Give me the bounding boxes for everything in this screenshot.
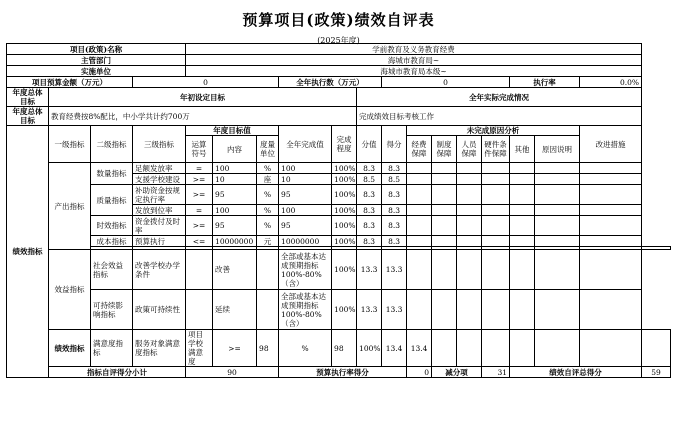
evaluation-table — [6, 43, 671, 378]
indicator-op: >= — [186, 185, 213, 205]
table-row — [7, 330, 671, 367]
indicator-content: 10000000 — [213, 236, 257, 247]
dept-value: 海城市教育局~ — [186, 55, 642, 66]
social-indicator-label: 社会效益指标 — [91, 250, 133, 290]
indicator-content: 10 — [213, 174, 257, 185]
satisfaction-indicator-label: 满意度指标 — [91, 330, 133, 367]
indicator-score: 8.3 — [357, 216, 382, 236]
header-completed: 全年完成值 — [279, 126, 332, 163]
indicator-done: 全部或基本达成预期指标100%-80%（含） — [279, 290, 332, 330]
indicator-name: 支援学校建设 — [133, 174, 186, 185]
header-operator: 运算符号 — [186, 136, 213, 163]
sustain-indicator-label: 可持续影响指标 — [91, 290, 133, 330]
total-label: 绩效自评总得分 — [510, 367, 642, 378]
page-subtitle: (2025年度) — [317, 36, 360, 45]
indicator-done: 10 — [279, 174, 332, 185]
dept-label: 主管部门 — [7, 55, 186, 66]
indicator-unit: % — [257, 205, 279, 216]
indicator-content: 95 — [213, 185, 257, 205]
rate-value: 0.0% — [580, 77, 642, 88]
goal-actual-value: 完成绩效目标考核工作 — [357, 107, 642, 126]
total-value: 59 — [642, 367, 671, 378]
indicator-score: 8.3 — [357, 236, 382, 247]
header-content: 内容 — [213, 136, 257, 163]
goal-actual-label: 全年实际完成情况 — [357, 88, 642, 107]
header-reason-funding: 经费保障 — [407, 136, 432, 163]
indicator-got: 8.3 — [382, 205, 407, 216]
indicator-done: 98 — [332, 330, 357, 367]
cost-indicator-label: 成本指标 — [91, 236, 133, 247]
output-indicator-label: 产出指标 — [49, 163, 91, 250]
indicator-got: 13.3 — [382, 250, 407, 290]
project-name-value: 学前教育及义务教育经费 — [186, 44, 642, 55]
indicator-done: 100 — [279, 205, 332, 216]
indicator-op: = — [186, 205, 213, 216]
table-row — [7, 236, 671, 247]
indicator-done: 100 — [279, 163, 332, 174]
indicator-op: <= — [186, 236, 213, 247]
benefit-indicator-label: 效益指标 — [49, 250, 91, 330]
indicator-unit: % — [257, 185, 279, 205]
budget-label: 项目预算金额（万元） — [7, 77, 133, 88]
indicator-done: 10000000 — [279, 236, 332, 247]
indicator-got: 8.3 — [382, 216, 407, 236]
indicator-name: 资金拨付及时率 — [133, 216, 186, 236]
indicator-name: 足额发放率 — [133, 163, 186, 174]
header-reason-system: 制度保障 — [432, 136, 457, 163]
header-degree: 完成程度 — [332, 126, 357, 163]
header-unit: 度量单位 — [257, 136, 279, 163]
page-title: 预算项目(政策)绩效自评表 — [242, 11, 435, 29]
rate-label: 执行率 — [510, 77, 580, 88]
quality-indicator-label: 质量指标 — [91, 185, 133, 216]
indicator-name: 政策可持续性 — [133, 290, 186, 330]
deduct-value: 31 — [482, 367, 510, 378]
service-indicator-label: 服务对象满意度指标 — [133, 330, 186, 367]
header-level3: 三级指标 — [133, 126, 186, 163]
unit-label: 实施单位 — [7, 66, 186, 77]
perf-indicator-label: 绩效指标 — [7, 126, 49, 378]
indicator-unit: % — [279, 330, 332, 367]
indicator-op: >= — [213, 330, 257, 367]
budget-exec-label: 预算执行率得分 — [279, 367, 407, 378]
quantity-indicator-label: 数量指标 — [91, 163, 133, 185]
timeliness-indicator-label: 时效指标 — [91, 216, 133, 236]
indicator-degree: 100% — [332, 236, 357, 247]
exec-label: 全年执行数（万元） — [279, 77, 382, 88]
header-reason-hardware: 硬件条件保障 — [482, 136, 510, 163]
indicator-unit — [257, 290, 279, 330]
indicator-name: 预算执行 — [133, 236, 186, 247]
indicator-unit: % — [257, 216, 279, 236]
indicator-degree: 100% — [357, 330, 382, 367]
indicator-score: 8.3 — [357, 205, 382, 216]
header-reasons: 未完成原因分析 — [407, 126, 580, 136]
indicator-unit: % — [257, 163, 279, 174]
indicator-got: 8.3 — [382, 236, 407, 247]
table-row — [7, 163, 671, 174]
indicator-got: 13.3 — [382, 290, 407, 330]
goal-label: 年度总体目标 — [7, 88, 49, 107]
indicator-name: 补助资金按规定执行率 — [133, 185, 186, 205]
indicator-name: 项目学校满意度 — [186, 330, 213, 367]
indicator-got: 8.5 — [382, 174, 407, 185]
indicator-op — [186, 250, 213, 290]
header-reason-desc: 原因说明 — [535, 136, 580, 163]
goal-label-2: 年度总体目标 — [7, 107, 49, 126]
indicator-op: >= — [186, 216, 213, 236]
project-name-label: 项目(政策)名称 — [7, 44, 186, 55]
indicator-degree: 100% — [332, 205, 357, 216]
indicator-done: 95 — [279, 216, 332, 236]
goal-initial-label: 年初设定目标 — [49, 88, 357, 107]
indicator-degree: 100% — [332, 174, 357, 185]
perf-indicator-label-2: 绩效指标 — [49, 330, 91, 367]
header-got: 得分 — [382, 126, 407, 163]
indicator-score: 13.3 — [357, 290, 382, 330]
goal-initial-value: 教育经费按8%配比，中小学共计约700万 — [49, 107, 357, 126]
subtotal-label: 指标自评得分小计 — [49, 367, 186, 378]
indicator-content: 95 — [213, 216, 257, 236]
header-score: 分值 — [357, 126, 382, 163]
indicator-got: 13.4 — [407, 330, 432, 367]
indicator-done: 全部或基本达成预期指标100%-80%（含） — [279, 250, 332, 290]
indicator-unit — [257, 250, 279, 290]
indicator-got: 8.3 — [382, 185, 407, 205]
deduct-label: 减分项 — [432, 367, 482, 378]
indicator-content: 改善 — [213, 250, 257, 290]
indicator-degree: 100% — [332, 250, 357, 290]
indicator-score: 8.3 — [357, 185, 382, 205]
indicator-unit: 座 — [257, 174, 279, 185]
header-annual-value: 年度目标值 — [186, 126, 279, 136]
subtotal-value: 90 — [186, 367, 279, 378]
budget-value: 0 — [133, 77, 279, 88]
indicator-name: 改善学校办学条件 — [133, 250, 186, 290]
indicator-score: 13.3 — [357, 250, 382, 290]
exec-value: 0 — [382, 77, 510, 88]
indicator-content: 延续 — [213, 290, 257, 330]
table-row — [7, 216, 671, 236]
indicator-op: >= — [186, 174, 213, 185]
indicator-degree: 100% — [332, 163, 357, 174]
indicator-op: = — [186, 163, 213, 174]
indicator-score: 13.4 — [382, 330, 407, 367]
table-row — [7, 290, 671, 330]
budget-exec-value: 0 — [407, 367, 432, 378]
indicator-score: 8.5 — [357, 174, 382, 185]
header-reason-other: 其他 — [510, 136, 535, 163]
indicator-score: 8.3 — [357, 163, 382, 174]
indicator-op — [186, 290, 213, 330]
table-row — [7, 185, 671, 205]
header-level1: 一级指标 — [49, 126, 91, 163]
header-measures: 改进措施 — [580, 126, 642, 163]
indicator-content: 100 — [213, 163, 257, 174]
unit-value: 海城市教育局本级~ — [186, 66, 642, 77]
indicator-done: 95 — [279, 185, 332, 205]
indicator-name: 发放到位率 — [133, 205, 186, 216]
header-reason-staff: 人员保障 — [457, 136, 482, 163]
table-row — [7, 250, 671, 290]
indicator-degree: 100% — [332, 290, 357, 330]
indicator-degree: 100% — [332, 185, 357, 205]
indicator-unit: 元 — [257, 236, 279, 247]
indicator-content: 98 — [257, 330, 279, 367]
header-level2: 二级指标 — [91, 126, 133, 163]
indicator-degree: 100% — [332, 216, 357, 236]
indicator-content: 100 — [213, 205, 257, 216]
indicator-got: 8.3 — [382, 163, 407, 174]
